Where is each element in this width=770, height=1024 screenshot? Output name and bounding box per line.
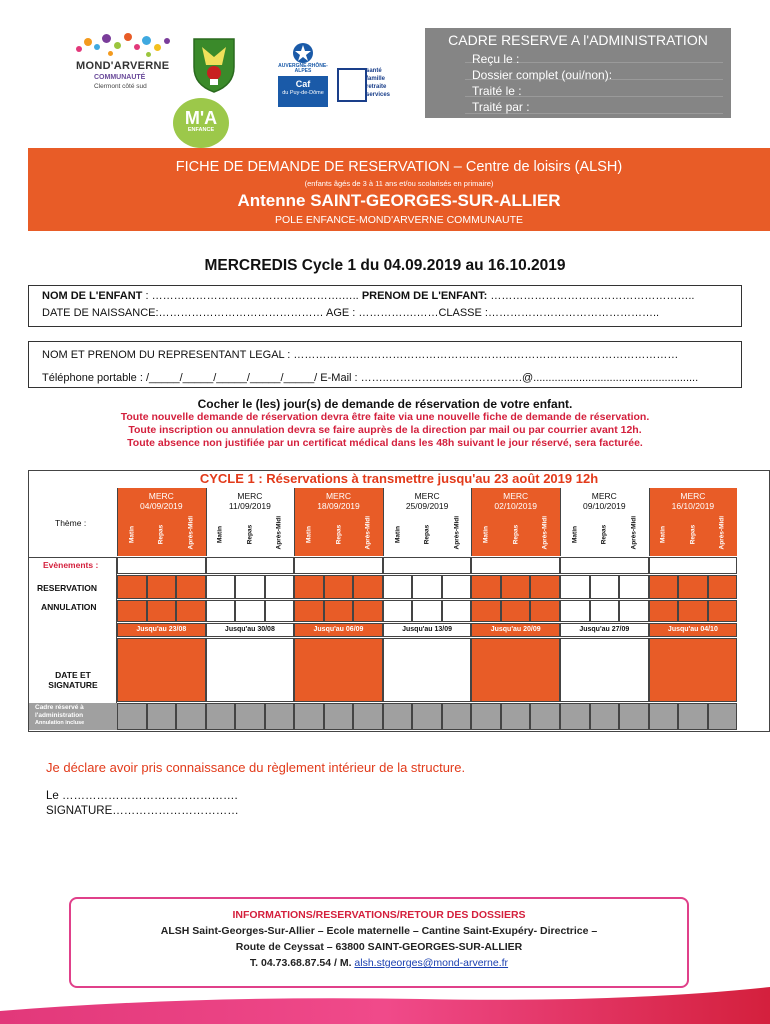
day-date: 11/09/2019 — [228, 501, 271, 511]
deadline-text: Jusqu'au 13/09 — [402, 626, 453, 633]
decorative-wave — [0, 985, 770, 1024]
day-date: 25/09/2019 — [405, 501, 449, 511]
reservation-checkbox[interactable] — [678, 575, 708, 599]
day-date: 09/10/2019 — [583, 501, 626, 511]
annulation-checkbox[interactable] — [649, 600, 679, 622]
annulation-checkbox[interactable] — [147, 600, 177, 622]
cadre-admin-checkbox — [412, 703, 442, 730]
reservation-checkbox[interactable] — [117, 575, 147, 599]
confetti-dots-icon — [74, 32, 174, 62]
sub-col-label: Matin — [482, 526, 490, 543]
pole-title: POLE ENFANCE-MOND'ARVERNE COMMUNAUTE — [274, 214, 523, 226]
cadre-admin-checkbox — [471, 703, 501, 730]
day-label — [294, 491, 383, 511]
sub-col-label: Repas — [600, 524, 608, 545]
sub-col-label: Matin — [571, 526, 579, 543]
cadre-admin-checkbox — [294, 703, 324, 730]
signature-cell[interactable] — [383, 638, 472, 702]
cadre-admin-checkbox — [678, 703, 708, 730]
sub-col-label: Repas — [246, 524, 254, 545]
caf-logo — [278, 42, 328, 104]
annulation-checkbox[interactable] — [353, 600, 383, 622]
annulation-checkbox[interactable] — [324, 600, 354, 622]
caf-star-icon — [278, 42, 328, 64]
cadre-admin-checkbox — [206, 703, 236, 730]
rule-line-1: Toute nouvelle demande de réservation devra être faite via une nouvelle fiche de demande de réservation. — [120, 411, 650, 423]
caf-name: Caf — [295, 79, 311, 89]
caf-sub: du Puy-de-Dôme — [282, 90, 324, 96]
sub-col-label: Après-Midi — [541, 515, 549, 550]
form-subtitle: (enfants âgés de 3 à 11 ans et/ou scolarisés en primaire) — [304, 179, 494, 188]
caf-region: AUVERGNE-RHÔNE-ALPES — [278, 63, 328, 74]
annulation-checkbox[interactable] — [294, 600, 324, 622]
annulation-checkbox[interactable] — [678, 600, 708, 622]
sub-col-label: Matin — [128, 526, 136, 543]
evenement-cell[interactable] — [383, 557, 472, 574]
sub-col-label: Repas — [157, 524, 165, 545]
cadre-admin-checkbox — [176, 703, 206, 730]
cadre-admin-checkbox — [383, 703, 413, 730]
sub-col-label: Repas — [423, 524, 431, 545]
signature-field[interactable]: SIGNATURE…………………………… — [46, 805, 239, 817]
deadline-text: Jusqu'au 04/10 — [667, 626, 718, 633]
reservation-checkbox[interactable] — [501, 575, 531, 599]
cadre-admin-checkbox — [265, 703, 295, 730]
annulation-label: ANNULATION — [41, 602, 97, 612]
reservation-checkbox[interactable] — [412, 575, 442, 599]
sante-box-icon — [337, 68, 367, 102]
representative-box — [28, 341, 742, 388]
ma-logo-sub: ENFANCE — [187, 127, 215, 133]
day-merc: MERC — [680, 491, 706, 501]
admin-reserved-box — [425, 28, 731, 118]
declaration-text: Je déclare avoir pris connaissance du règlement intérieur de la structure. — [46, 760, 466, 775]
phone-email-line[interactable]: Téléphone portable : /_____/_____/_____/_____/_____/ E-Mail : ……..………….…..……………….@...................................................... — [42, 372, 699, 384]
evenement-cell[interactable] — [294, 557, 383, 574]
signature-cell[interactable] — [117, 638, 206, 702]
mondarverne-sub2: Clermont côté sud — [94, 83, 147, 90]
child-dob-line[interactable]: DATE DE NAISSANCE:……………………………………… AGE : …………….……CLASSE :……………………………………….. — [42, 307, 660, 319]
sub-col-label: Après-Midi — [630, 515, 638, 550]
cadre-admin-checkbox — [590, 703, 620, 730]
sub-col-label: Repas — [335, 524, 342, 545]
day-label — [649, 491, 738, 511]
sub-col-label: Repas — [512, 524, 520, 545]
annulation-checkbox[interactable] — [560, 600, 590, 622]
day-label — [383, 491, 472, 511]
day-merc: MERC — [503, 491, 529, 501]
annulation-checkbox[interactable] — [442, 600, 472, 622]
cadre-admin-checkbox — [147, 703, 177, 730]
day-label — [560, 491, 649, 511]
sub-col-label: Après-Midi — [453, 515, 461, 550]
evenement-cell[interactable] — [471, 557, 560, 574]
reservation-checkbox[interactable] — [206, 575, 236, 599]
annulation-checkbox[interactable] — [471, 600, 501, 622]
cadre-admin-checkbox — [619, 703, 649, 730]
annulation-checkbox[interactable] — [206, 600, 236, 622]
sub-col-label: Repas — [689, 524, 697, 545]
annulation-checkbox[interactable] — [708, 600, 738, 622]
cadre-admin-checkbox — [530, 703, 560, 730]
child-name-label: NOM DE L'ENFANT — [42, 290, 143, 302]
cocher-instruction: Cocher le (les) jour(s) de demande de réservation de votre enfant. — [197, 397, 573, 411]
sub-col-label: Matin — [659, 526, 667, 543]
title-banner — [28, 148, 770, 231]
annulation-checkbox[interactable] — [530, 600, 560, 622]
cadre-admin-checkbox — [324, 703, 354, 730]
info-line-1: ALSH Saint-Georges-Sur-Allier – Ecole maternelle – Cantine Saint-Exupéry- Directrice – — [160, 925, 598, 937]
sante-line-4: services — [366, 92, 391, 98]
evenement-cell[interactable] — [117, 557, 206, 574]
day-date: 04/09/2019 — [140, 501, 183, 511]
cadre-admin-checkbox — [708, 703, 738, 730]
day-date: 02/10/2019 — [494, 501, 537, 511]
deadline-text: Jusqu'au 06/09 — [313, 626, 364, 633]
evenements-label: Evènements : — [43, 560, 99, 570]
signature-cell[interactable] — [206, 638, 295, 702]
cadre-admin-checkbox — [117, 703, 147, 730]
reservation-checkbox[interactable] — [619, 575, 649, 599]
info-email-link[interactable]: alsh.stgeorges@mond-arverne.fr — [354, 957, 509, 969]
rule-line-3: Toute absence non justifiée par un certificat médical dans les 48h suivant le jour réservé, sera facturée. — [127, 437, 643, 449]
reservation-checkbox[interactable] — [442, 575, 472, 599]
reservation-checkbox[interactable] — [590, 575, 620, 599]
sub-col-label: Après-Midi — [187, 515, 195, 550]
child-name-field[interactable]: : …………………………………………….….. — [142, 290, 362, 302]
deadline-text: Jusqu'au 30/08 — [224, 626, 275, 633]
signature-cell[interactable] — [560, 638, 649, 702]
reservation-checkbox[interactable] — [235, 575, 265, 599]
day-label — [471, 491, 560, 511]
evenement-cell[interactable] — [206, 557, 295, 574]
signature-cell[interactable] — [649, 638, 738, 702]
admin-recu-le: Reçu le : — [472, 52, 520, 66]
admin-traite-par: Traité par : — [472, 100, 530, 114]
sante-line-2: famille — [366, 76, 386, 82]
annulation-checkbox[interactable] — [590, 600, 620, 622]
sub-col-label: Matin — [216, 526, 224, 543]
reservation-checkbox[interactable] — [147, 575, 177, 599]
evenement-cell[interactable] — [560, 557, 649, 574]
annulation-checkbox[interactable] — [383, 600, 413, 622]
town-crest-icon — [192, 37, 236, 93]
cadre-admin-checkbox — [235, 703, 265, 730]
reservation-checkbox[interactable] — [176, 575, 206, 599]
date-signature-label: DATE ET SIGNATURE — [48, 670, 98, 690]
ma-enfance-logo — [173, 98, 229, 148]
reservation-table — [28, 470, 770, 732]
reservation-checkbox[interactable] — [294, 575, 324, 599]
form-title: FICHE DE DEMANDE DE RESERVATION – Centre de loisirs (ALSH) — [175, 159, 623, 175]
annulation-checkbox[interactable] — [235, 600, 265, 622]
annulation-checkbox[interactable] — [412, 600, 442, 622]
admin-box-title: CADRE RESERVE A l'ADMINISTRATION — [448, 32, 708, 48]
annulation-checkbox[interactable] — [265, 600, 295, 622]
info-phone: T. 04.73.68.87.54 / M. — [249, 957, 355, 969]
annulation-checkbox[interactable] — [117, 600, 147, 622]
rule-line-2: Toute inscription ou annulation devra se faire auprès de la direction par mail ou par courrier avant 12h. — [128, 424, 642, 436]
reservation-checkbox[interactable] — [560, 575, 590, 599]
reservation-checkbox[interactable] — [383, 575, 413, 599]
sante-line-3: retraite — [366, 84, 387, 90]
mondarverne-sub1: COMMUNAUTÉ — [94, 74, 146, 81]
signature-cell[interactable] — [471, 638, 560, 702]
sub-col-label: Matin — [305, 526, 313, 543]
theme-label: Thème : — [55, 518, 87, 528]
day-label — [117, 491, 206, 511]
table-header: CYCLE 1 : Réservations à transmettre jusqu'au 23 août 2019 12h — [29, 471, 769, 487]
deadline-text: Jusqu'au 27/09 — [579, 626, 630, 633]
reservation-checkbox[interactable] — [353, 575, 383, 599]
sub-col-label: Matin — [394, 526, 402, 543]
info-box — [69, 897, 689, 988]
reservation-checkbox[interactable] — [708, 575, 738, 599]
cadre-admin-checkbox — [501, 703, 531, 730]
cycle-heading: MERCREDIS Cycle 1 du 04.09.2019 au 16.10.2019 — [204, 257, 566, 274]
reservation-checkbox[interactable] — [265, 575, 295, 599]
admin-dossier-complet: Dossier complet (oui/non): — [472, 68, 613, 82]
annulation-checkbox[interactable] — [619, 600, 649, 622]
day-label — [206, 491, 295, 511]
cadre-admin-sub: Annulation incluse — [35, 720, 85, 726]
mondarverne-name: MOND'ARVERNE — [76, 60, 170, 72]
ma-logo-text: M'A — [184, 108, 218, 128]
cadre-admin-checkbox — [560, 703, 590, 730]
day-merc: MERC — [591, 491, 617, 501]
reservation-checkbox[interactable] — [324, 575, 354, 599]
deadline-text: Jusqu'au 20/09 — [490, 626, 541, 633]
reservation-checkbox[interactable] — [649, 575, 679, 599]
day-date: 16/10/2019 — [671, 501, 715, 511]
sub-col-label: Après-Midi — [718, 515, 726, 550]
mondarverne-logo — [66, 32, 182, 98]
day-date: 18/09/2019 — [317, 501, 360, 511]
reservation-checkbox[interactable] — [471, 575, 501, 599]
reservation-checkbox[interactable] — [530, 575, 560, 599]
day-merc: MERC — [237, 491, 263, 501]
sante-line-1: santé — [366, 68, 382, 74]
cadre-admin-checkbox — [649, 703, 679, 730]
info-line-2: Route de Ceyssat – 63800 SAINT-GEORGES-SUR-ALLIER — [235, 941, 523, 953]
sante-logo — [337, 64, 393, 102]
child-info-box — [28, 285, 742, 327]
sub-col-label: Après-Midi — [364, 515, 372, 550]
day-merc: MERC — [414, 491, 440, 501]
date-field[interactable]: Le ………………………………………. — [46, 790, 238, 802]
representative-line[interactable]: NOM ET PRENOM DU REPRESENTANT LEGAL : …………………………………………………………………………………………… — [42, 349, 679, 361]
signature-cell[interactable] — [294, 638, 383, 702]
day-merc: MERC — [148, 491, 174, 501]
deadline-text: Jusqu'au 23/08 — [136, 626, 187, 633]
day-merc: MERC — [325, 491, 351, 501]
annulation-checkbox[interactable] — [176, 600, 206, 622]
annulation-checkbox[interactable] — [501, 600, 531, 622]
antenne-title: Antenne SAINT-GEORGES-SUR-ALLIER — [237, 191, 561, 210]
info-title: INFORMATIONS/RESERVATIONS/RETOUR DES DOSSIERS — [232, 909, 526, 921]
cadre-admin-label: Cadre réservé à l'administration — [35, 704, 84, 719]
cadre-admin-checkbox — [353, 703, 383, 730]
admin-traite-le: Traité le : — [472, 84, 522, 98]
child-firstname-label: PRENOM DE L'ENFANT: — [361, 290, 488, 302]
sub-col-label: Après-Midi — [275, 515, 283, 550]
evenement-cell[interactable] — [649, 557, 738, 574]
child-firstname-field[interactable]: ……………………………………………….. — [487, 290, 695, 302]
reservation-label: RESERVATION — [37, 583, 97, 593]
cadre-admin-checkbox — [442, 703, 472, 730]
